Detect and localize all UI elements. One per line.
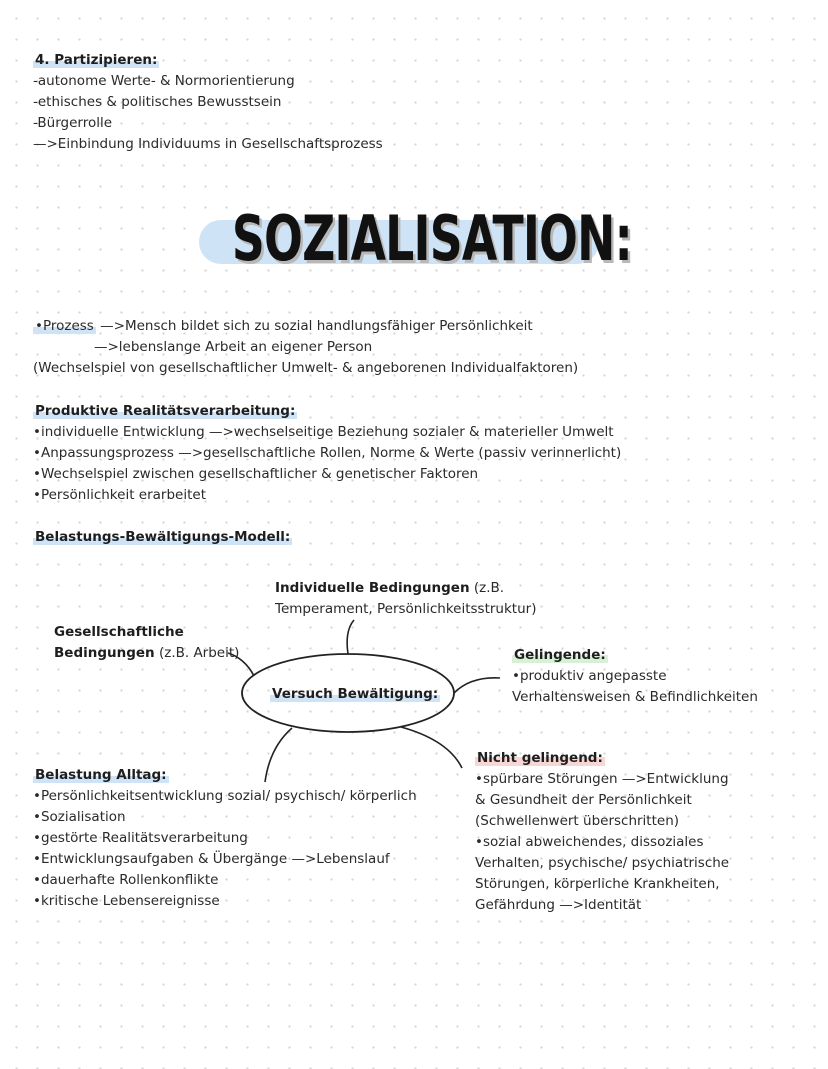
connector-individuell — [347, 620, 354, 654]
nicht-gelingend-item: Störungen, körperliche Krankheiten, — [475, 876, 720, 892]
produktiv-heading: Produktive Realitätsverarbeitung: — [35, 403, 296, 419]
nicht-gelingend-item: Verhalten, psychische/ psychiatrische — [475, 855, 730, 871]
prozess-line-2: —>lebenslange Arbeit an eigener Person — [94, 339, 373, 355]
center-label-wrap — [270, 684, 440, 705]
connector-nicht-gelingend — [401, 727, 462, 768]
produktiv-item: •Anpassungsprozess —>gesellschaftliche Rollen, Norme & Werte (passiv verinnerlicht) — [33, 445, 622, 461]
participate-item: -autonome Werte- & Normorientierung — [33, 73, 295, 89]
gelingend-heading: Gelingende: — [514, 647, 606, 663]
participate-item: —>Einbindung Individuums in Gesellschaftsprozess — [33, 136, 383, 152]
gelingend-line-2: Verhaltensweisen & Befindlichkeiten — [512, 689, 758, 705]
gelingend-line-1: •produktiv angepasste — [512, 668, 667, 684]
belastung-heading: Belastung Alltag: — [35, 767, 167, 783]
belastung-item: •Persönlichkeitsentwicklung sozial/ psychisch/ körperlich — [33, 788, 417, 804]
nicht-gelingend-item: •spürbare Störungen —>Entwicklung — [475, 771, 729, 787]
prozess-keyword: •Prozess — [35, 318, 94, 334]
individuell-line-2: Temperament, Persönlichkeitsstruktur) — [275, 601, 537, 617]
participate-item: -Bürgerrolle — [33, 115, 113, 131]
belastung-item: •Entwicklungsaufgaben & Übergänge —>Lebenslauf — [33, 851, 390, 867]
belastung-item: •Sozialisation — [33, 809, 126, 825]
modell-heading: Belastungs-Bewältigungs-Modell: — [35, 529, 291, 545]
belastung-item: •dauerhafte Rollenkonflikte — [33, 872, 219, 888]
nicht-gelingend-heading: Nicht gelingend: — [477, 750, 603, 766]
connector-gelingend — [454, 678, 500, 693]
gesellschaftlich-bold: Bedingungen — [54, 645, 155, 661]
belastung-item: •gestörte Realitätsverarbeitung — [33, 830, 248, 846]
individuell-title: Individuelle Bedingungen — [275, 580, 470, 596]
prozess-line-3: (Wechselspiel von gesellschaftlicher Umwelt- & angeborenen Individualfaktoren) — [33, 360, 579, 376]
prozess-line-1: —>Mensch bildet sich zu sozial handlungsfähiger Persönlichkeit — [95, 318, 533, 334]
gesellschaftlich-line-1: Gesellschaftliche — [54, 624, 184, 640]
nicht-gelingend-item: Gefährdung —>Identität — [475, 897, 642, 913]
produktiv-item: •Persönlichkeit erarbeitet — [33, 487, 206, 503]
nicht-gelingend-node — [475, 748, 729, 916]
nicht-gelingend-item: & Gesundheit der Persönlichkeit — [475, 792, 692, 808]
nicht-gelingend-item: (Schwellenwert überschritten) — [475, 813, 680, 829]
produktiv-item: •Wechselspiel zwischen gesellschaftlicher & genetischer Faktoren — [33, 466, 479, 482]
individuell-rest: (z.B. — [469, 580, 505, 596]
gelingend-node — [512, 645, 758, 708]
belastung-node — [33, 765, 417, 912]
belastung-item: •kritische Lebensereignisse — [33, 893, 220, 909]
gesellschaftlich-rest: (z.B. Arbeit) — [154, 645, 240, 661]
individuell-node — [275, 578, 536, 620]
participate-heading: 4. Partizipieren: — [35, 52, 158, 68]
nicht-gelingend-item: •sozial abweichendes, dissoziales — [475, 834, 704, 850]
center-label: Versuch Bewältigung: — [272, 686, 439, 702]
gesellschaftlich-node — [54, 622, 239, 664]
produktiv-item: •individuelle Entwicklung —>wechselseitige Beziehung sozialer & materieller Umwelt — [33, 424, 614, 440]
participate-item: -ethisches & politisches Bewusstsein — [33, 94, 282, 110]
page-title: SOZIALISATION: — [231, 202, 633, 275]
